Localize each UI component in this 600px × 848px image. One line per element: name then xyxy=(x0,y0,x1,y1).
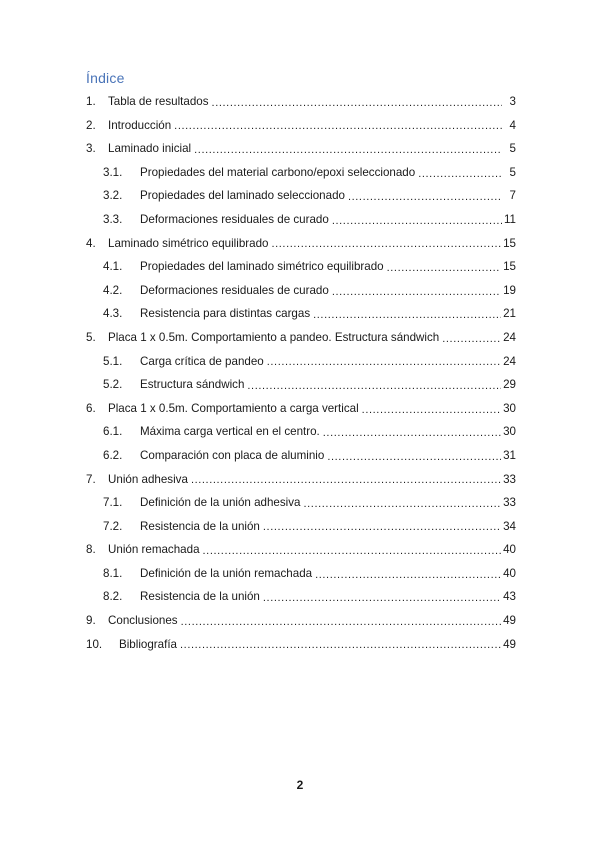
toc-entry-label: Deformaciones residuales de curado xyxy=(140,283,329,297)
toc-entry-label: Resistencia de la unión xyxy=(140,519,260,533)
toc-entry-number: 4. xyxy=(86,236,96,250)
toc-entry[interactable] xyxy=(86,184,516,208)
toc-entry-label: Propiedades del laminado simétrico equilibrado xyxy=(140,260,384,274)
toc-entry-label: Unión remachada xyxy=(108,543,200,557)
toc-entry-number: 7.2. xyxy=(103,519,123,533)
toc-entry-page: 5 xyxy=(509,165,516,179)
toc-entry-number: 3.3. xyxy=(103,212,123,226)
toc-entry-page: 34 xyxy=(503,519,516,533)
toc-entry-page: 24 xyxy=(503,354,516,368)
toc-entry[interactable] xyxy=(86,468,516,492)
toc-leader-dots xyxy=(181,616,501,628)
toc-title: Índice xyxy=(86,70,125,86)
toc-entry[interactable] xyxy=(86,538,516,562)
toc-entry-label: Bibliografía xyxy=(119,637,178,651)
toc-entry-label: Deformaciones residuales de curado xyxy=(140,212,329,226)
toc-entry[interactable] xyxy=(86,232,516,256)
toc-entry-page: 49 xyxy=(503,637,516,651)
toc-entry-label: Definición de la unión adhesiva xyxy=(140,496,301,510)
toc-leader-dots xyxy=(327,451,501,463)
page-number: 2 xyxy=(296,778,304,792)
toc-leader-dots xyxy=(267,356,501,368)
toc-entry-number: 3.1. xyxy=(103,165,123,179)
toc-leader-dots xyxy=(180,639,501,651)
toc-entry-number: 8.2. xyxy=(103,590,123,604)
toc-leader-dots xyxy=(194,144,502,156)
toc-entry-number: 4.2. xyxy=(103,283,123,297)
toc-entry-number: 5.2. xyxy=(103,378,123,392)
toc-entry-label: Tabla de resultados xyxy=(108,95,209,108)
toc-entry[interactable] xyxy=(86,326,516,350)
toc-entry-number: 10. xyxy=(86,637,103,651)
toc-entry[interactable] xyxy=(86,373,516,397)
toc-entry-page: 11 xyxy=(503,212,516,226)
toc-entry-page: 33 xyxy=(503,496,516,510)
toc-leader-dots xyxy=(418,168,502,180)
toc-entry-label: Introducción xyxy=(108,118,172,132)
toc-entry-number: 5. xyxy=(86,330,96,344)
toc-leader-dots xyxy=(247,380,501,392)
toc-leader-dots xyxy=(315,569,501,581)
toc-entry-number: 2. xyxy=(86,118,96,132)
toc-entry[interactable] xyxy=(86,114,516,138)
toc-entry-number: 8.1. xyxy=(103,566,123,580)
toc-leader-dots xyxy=(191,474,501,486)
toc-entry-page: 29 xyxy=(503,378,516,392)
toc-entry-page: 15 xyxy=(503,260,516,274)
toc-entry-number: 8. xyxy=(86,543,96,557)
toc-entry-number: 4.1. xyxy=(103,260,123,274)
toc-entry-label: Resistencia para distintas cargas xyxy=(140,307,311,321)
toc-entry[interactable] xyxy=(86,208,516,232)
toc-leader-dots xyxy=(263,592,501,604)
toc-entry-number: 3. xyxy=(86,142,96,156)
toc-entry-label: Unión adhesiva xyxy=(108,472,188,486)
toc-leader-dots xyxy=(387,262,501,274)
toc-entry-page: 24 xyxy=(503,330,516,344)
toc-entry-label: Placa 1 x 0.5m. Comportamiento a carga vertical xyxy=(108,401,359,415)
toc-entry-label: Placa 1 x 0.5m. Comportamiento a pandeo. Estructura sándwich xyxy=(108,330,440,344)
toc-leader-dots xyxy=(304,498,502,510)
toc-leader-dots xyxy=(263,521,501,533)
toc-leader-dots xyxy=(313,309,501,321)
toc-entry-page: 5 xyxy=(509,142,516,156)
toc-entry-page: 19 xyxy=(503,283,516,297)
toc-entry-page: 40 xyxy=(503,566,516,580)
toc-entry-page: 30 xyxy=(503,401,516,415)
toc-entry[interactable] xyxy=(86,491,516,515)
toc-entry-page: 4 xyxy=(509,118,516,132)
toc-entry-number: 9. xyxy=(86,614,96,628)
toc-entry[interactable] xyxy=(86,585,516,609)
toc-entry-label: Propiedades del laminado seleccionado xyxy=(140,189,345,203)
toc-entry[interactable] xyxy=(86,562,516,586)
toc-entry[interactable] xyxy=(86,255,516,279)
toc-entry-number: 7. xyxy=(86,472,96,486)
toc-entry[interactable] xyxy=(86,350,516,374)
toc-entry[interactable] xyxy=(86,633,516,657)
toc-entry[interactable] xyxy=(86,279,516,303)
toc-leader-dots xyxy=(203,545,502,557)
toc-entry-page: 49 xyxy=(503,614,516,628)
toc-entry[interactable] xyxy=(86,420,516,444)
toc-entry-label: Laminado simétrico equilibrado xyxy=(108,236,269,250)
toc-entry-page: 31 xyxy=(503,448,516,462)
toc-entry-page: 7 xyxy=(509,189,516,203)
toc-entry[interactable] xyxy=(86,90,516,114)
toc-entry-number: 6.1. xyxy=(103,425,123,439)
toc-entry-number: 1. xyxy=(86,95,96,108)
toc-leader-dots xyxy=(442,333,501,345)
toc-entry[interactable] xyxy=(86,302,516,326)
toc-entry[interactable] xyxy=(86,161,516,185)
toc-entry-number: 6. xyxy=(86,401,96,415)
toc-leader-dots xyxy=(362,404,501,416)
toc-entry[interactable] xyxy=(86,444,516,468)
toc-entry[interactable] xyxy=(86,515,516,539)
toc-entry-page: 21 xyxy=(503,307,516,321)
toc-leader-dots xyxy=(332,286,501,298)
toc-entry-page: 3 xyxy=(509,95,516,108)
toc-entry-number: 7.1. xyxy=(103,496,123,510)
toc-entry-page: 33 xyxy=(503,472,516,486)
toc-entry-label: Carga crítica de pandeo xyxy=(140,354,264,368)
toc-leader-dots xyxy=(212,97,502,109)
toc-entry-number: 4.3. xyxy=(103,307,123,321)
toc-entry-label: Conclusiones xyxy=(108,614,178,628)
toc-entry-number: 6.2. xyxy=(103,448,123,462)
toc-entry-label: Comparación con placa de aluminio xyxy=(140,448,325,462)
toc-entry-number: 5.1. xyxy=(103,354,123,368)
toc-entry-label: Estructura sándwich xyxy=(140,378,245,392)
toc-entry-label: Resistencia de la unión xyxy=(140,590,260,604)
toc-entry-number: 3.2. xyxy=(103,189,123,203)
toc-entry-label: Laminado inicial xyxy=(108,142,192,156)
toc-leader-dots xyxy=(323,427,501,439)
toc-entry-page: 43 xyxy=(503,590,516,604)
toc-entry-page: 15 xyxy=(503,236,516,250)
toc-entry-label: Propiedades del material carbono/epoxi seleccionado xyxy=(140,165,416,179)
toc-entry-label: Máxima carga vertical en el centro. xyxy=(140,425,320,439)
toc-entry[interactable] xyxy=(86,397,516,421)
toc-entry[interactable] xyxy=(86,609,516,633)
toc-leader-dots xyxy=(271,238,501,250)
toc-entry[interactable] xyxy=(86,137,516,161)
toc-leader-dots xyxy=(332,215,502,227)
toc-entry-page: 40 xyxy=(503,543,516,557)
toc-entry-label: Definición de la unión remachada xyxy=(140,566,313,580)
toc-leader-dots xyxy=(174,120,502,132)
table-of-contents xyxy=(86,90,516,656)
toc-entry-page: 30 xyxy=(503,425,516,439)
toc-leader-dots xyxy=(348,191,502,203)
